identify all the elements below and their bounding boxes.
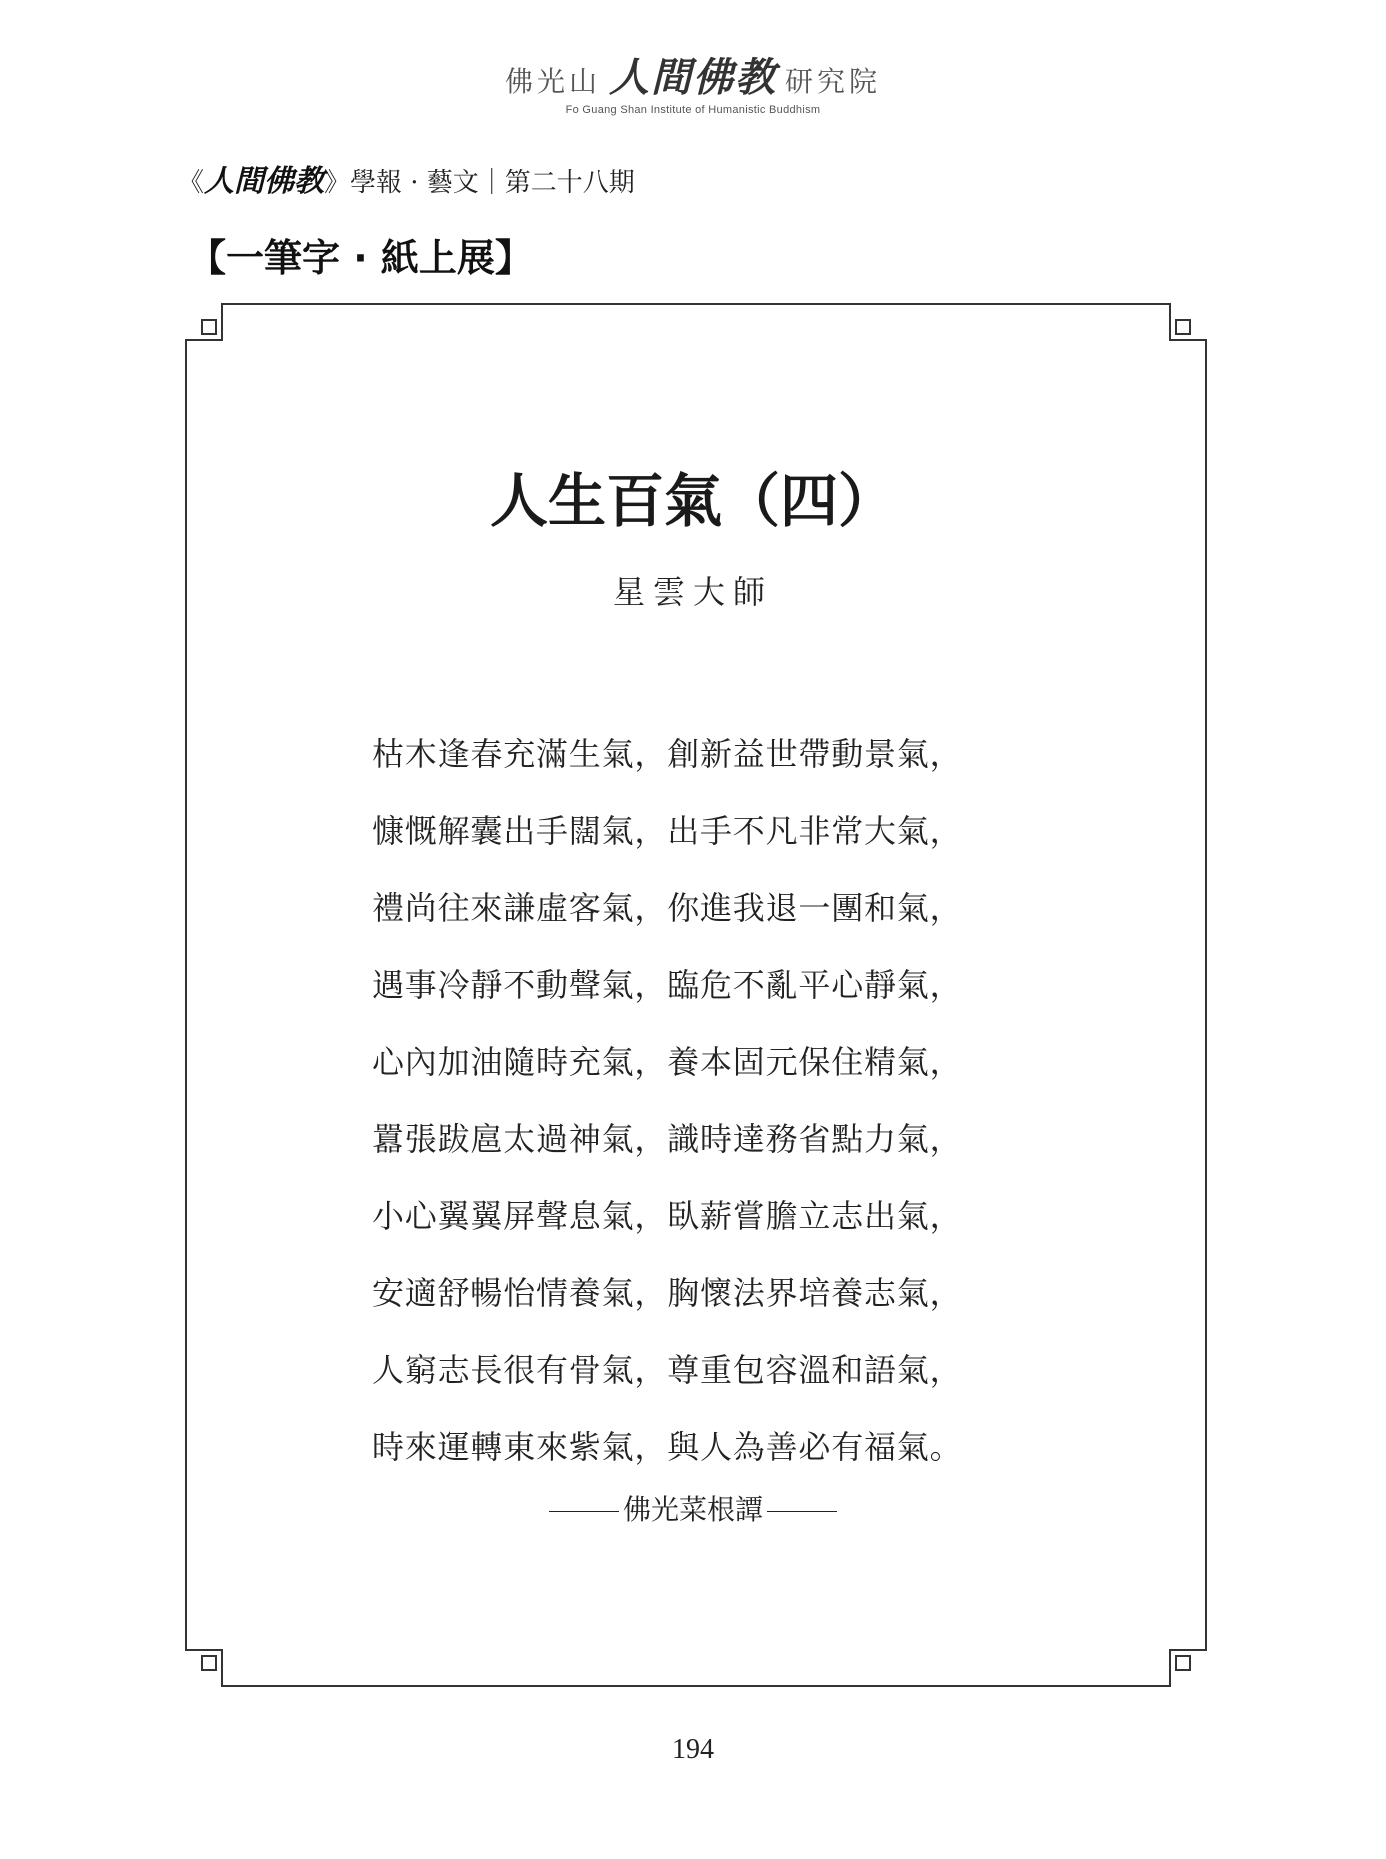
- journal-brand: 人間佛教: [204, 164, 325, 199]
- poem-line: 慷慨解囊出手闊氣，出手不凡非常大氣，: [372, 812, 963, 850]
- dash-right: [767, 1511, 837, 1512]
- poem-line: 時來運轉東來紫氣，與人為善必有福氣。: [372, 1428, 963, 1466]
- journal-issue: 》學報 · 藝文｜第二十八期: [324, 168, 635, 198]
- poem-line: 人窮志長很有骨氣，尊重包容溫和語氣，: [372, 1351, 963, 1389]
- journal-line: [178, 162, 635, 203]
- page-number: 194: [672, 1734, 714, 1765]
- institute-subtitle: Fo Guang Shan Institute of Humanistic Buddhism: [565, 104, 821, 116]
- institute-prefix: 佛光山: [504, 65, 601, 98]
- institute-suffix: 研究院: [785, 65, 882, 98]
- dash-left: [549, 1511, 619, 1512]
- poem-line: 枯木逢春充滿生氣，創新益世帶動景氣，: [372, 735, 963, 773]
- source-title: 佛光菜根譚: [622, 1493, 763, 1526]
- institute-name: [0, 55, 1386, 102]
- article-title: 人生百氣（四）: [489, 467, 896, 535]
- institute-brand: 人間佛教: [609, 55, 777, 101]
- poem-body: [372, 722, 1072, 1492]
- section-title: 【一筆字 · 紙上展】: [188, 236, 533, 280]
- poem-line: 遇事冷靜不動聲氣，臨危不亂平心靜氣，: [372, 966, 963, 1004]
- poem-source: [0, 1490, 1386, 1530]
- poem-line: 禮尚往來謙虛客氣，你進我退一團和氣，: [372, 889, 963, 927]
- article-author: 星雲大師: [612, 573, 773, 611]
- journal-open-bracket: 《: [178, 168, 205, 198]
- poem-line: 心內加油隨時充氣，養本固元保住精氣，: [372, 1043, 963, 1081]
- page-header: [0, 55, 1386, 116]
- poem-line: 小心翼翼屏聲息氣，臥薪嘗膽立志出氣，: [372, 1197, 963, 1235]
- poem-line: 囂張跋扈太過神氣，識時達務省點力氣，: [372, 1120, 963, 1158]
- poem-line: 安適舒暢怡情養氣，胸懷法界培養志氣，: [372, 1274, 963, 1312]
